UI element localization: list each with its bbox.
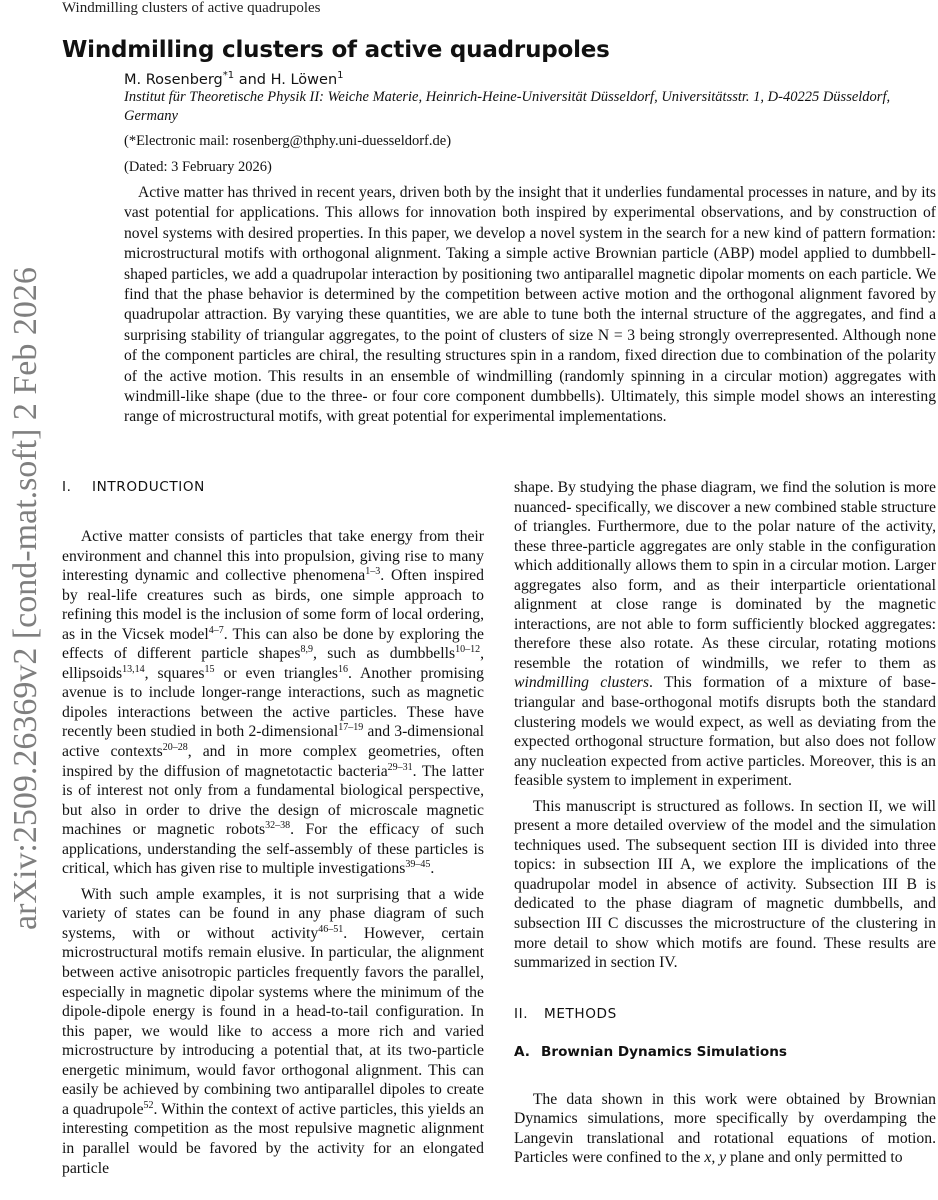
left-column (62, 478, 484, 1178)
date-line: (Dated: 3 February 2026) (124, 159, 272, 175)
paper-title: Windmilling clusters of active quadrupoles (62, 37, 610, 63)
intro-paragraph-4: This manuscript is structured as follows. In section II, we will present a more detailed overview of the model and the simulation techniques used. The subsequent section III is divided into three topics: in subsection III A, we explore the implications of the quadrupolar model in absence of activity. Subsection III B is dedicated to the phase diagram of magnetic dumbbells, and subsection III C discusses the microstructure of the clustering in more detail to show which motifs are found. These results are summarized in section IV. (514, 797, 936, 972)
intro-paragraph-3: shape. By studying the phase diagram, we find the solution is more nuanced- specifically, we discover a new combined stable structure of triangles. Furthermore, due to the polar nature of the activity, these three-particle aggregates are only stable in the configuration which additionally allows them to spin in a circular motion. Larger aggregates also form, and as their interparticle orientational alignment at close range is dominated by the magnetic interactions, are not able to form sufficiently blocked aggregates: therefore these also rotate. As these circular, rotating motions resemble the rotation of windmills, we refer to them as windmilling clusters. This formation of a mixture of base-triangular and base-orthogonal motifs disrupts both the standard clustering models we would expect, as well as deviating from the expected orthogonal structure formation, but also does not follow any nucleation expected from active particles. Moreover, this is an feasible system to implement in experiment. (514, 479, 936, 790)
author-footnote-mark: 1 (337, 70, 344, 81)
section-heading-methods (514, 1005, 936, 1023)
citation: 32–38 (265, 819, 291, 831)
right-column (514, 478, 936, 1168)
citation: 20–28 (162, 741, 188, 753)
citation: 29–31 (387, 761, 413, 773)
citation: 17–19 (338, 722, 364, 734)
author-name: M. Rosenberg (124, 71, 223, 88)
citation: 46–51 (318, 923, 344, 935)
citation: 16 (338, 663, 349, 675)
subsection-title: Brownian Dynamics Simulations (541, 1043, 787, 1060)
citation: 39–45 (405, 859, 431, 871)
author-separator: and (234, 71, 271, 88)
contact-email: (*Electronic mail: rosenberg@thphy.uni-duesseldorf.de) (124, 133, 452, 149)
arxiv-identifier-stamp: arXiv:2509.26369v2 [cond-mat.soft] 2 Feb 2026 (7, 267, 44, 930)
abstract: Active matter has thrived in recent years, driven both by the insight that it underlies fundamental processes in nature, and by its vast potential for applications. This allows for innovation both inspired by experimental observations, and by construction of novel systems with desired properties. In this paper, we develop a novel system in the search for a new kind of pattern formation: microstructural motifs with orthogonal alignment. Taking a simple active Brownian particle (ABP) model applied to dumbbell-shaped particles, we add a quadrupolar interaction by positioning two antiparallel magnetic dipolar moments on each particle. We find that the phase behavior is determined by the competition between active motion and the orthogonal alignment favored by quadrupolar attraction. By varying these quantities, we are able to tune both the internal structure of the aggregates, and find a surprising stability of triangular aggregates, to the point of clusters of size N = 3 being strongly overrepresented. Although none of the component particles are chiral, the resulting structures spin in a random, fixed direction due to combination of the polarity of the active motion. This results in an ensemble of windmilling (randomly spinning in a circular motion) aggregates with windmill-like shape (due to the three- or four core component dumbbells). Ultimately, this simple model shows an interesting range of microstructural motifs, with great potential for experimental implementations. (124, 184, 936, 426)
author-name: H. Löwen (270, 71, 338, 88)
emphasis: x, y (704, 1149, 727, 1167)
section-number: I. (62, 479, 72, 495)
intro-paragraph-1: Active matter consists of particles that take energy from their environment and channel this into propulsion, giving rise to many interesting dynamic and collective phenomena$^{1-3}$. Often inspired by real-life creatures such as birds, one simple approach to refining this model is the inclusion of some form of local ordering, as in the Vicsek model$^{4-7}$. This can also be done by exploring the effects of different particle shapes$^{8,9}$, such as dumbbells$^{10-12}$, ellipsoids$^{13,14}$, squares$^{15}$ or even triangles$^{16}$. Another promising avenue is to include longer-range interactions, such as magnetic dipoles interactions between the active particles. These have recently been studied in both 2-dimensional$^{17-19}$ and 3-dimensional active contexts$^{20-28}$, and in more complex geometries, often inspired by the diffusion of magnetotactic bacteria$^{29-31}$. The latter is of interest not only from a fundamental biological perspective, but also in order to drive the design of microscale magnetic machines or magnetic robots$^{32-38}$. For the efficacy of such applications, understanding the self-assembly of these particles is critical, which has given rise to multiple investigations$^{39-45}$. (62, 528, 485, 878)
section-title: INTRODUCTION (92, 479, 205, 495)
citation: 4–7 (208, 624, 224, 636)
citation: 10–12 (455, 644, 481, 656)
author-footnote-mark: *1 (222, 70, 235, 81)
section-heading-introduction (62, 478, 484, 496)
methods-paragraph-1: The data shown in this work were obtained by Brownian Dynamics simulations, more specifically by overdamping the Langevin translational and rotational equations of motion. Particles were confined to the x, y plane and only permitted to (514, 1090, 936, 1167)
subsection-heading-brownian-dynamics (514, 1043, 936, 1061)
emphasis: windmilling clusters (514, 674, 649, 692)
subsection-number: A. (514, 1043, 530, 1060)
citation: 1–3 (365, 565, 381, 577)
section-number: II. (514, 1005, 529, 1022)
citation: 8,9 (300, 644, 313, 656)
author-list (124, 67, 344, 89)
citation: 13,14 (122, 663, 145, 675)
citation: 52 (143, 1099, 154, 1111)
section-title: METHODS (544, 1005, 617, 1022)
affiliation: Institut für Theoretische Physik II: Weiche Materie, Heinrich-Heine-Universität Düsseldorf, Universitätsstr. 1, D-40225 Düsseldorf, Germany (124, 89, 891, 124)
running-head: Windmilling clusters of active quadrupoles (62, 0, 321, 16)
intro-paragraph-2: With such ample examples, it is not surprising that a wide variety of states can be found in any phase diagram of such systems, with or without activity$^{46-51}$. However, certain microstructural motifs remain elusive. In particular, the alignment between active anisotropic particles frequently favors the parallel, especially in magnetic dipolar systems where the minimum of the dipole-dipole energy is found in a head-to-tail configuration. In this paper, we would like to access a more rich and varied microstructure by introducing a potential that, at its two-particle energetic minimum, would favor orthogonal alignment. This can easily be achieved by combining two antiparallel dipoles to create a quadrupole$^{52}$. Within the context of active particles, this yields an interesting competition as the most repulsive magnetic alignment in parallel would be favored by the activity for an elongated particle (62, 885, 485, 1177)
citation: 15 (204, 663, 215, 675)
